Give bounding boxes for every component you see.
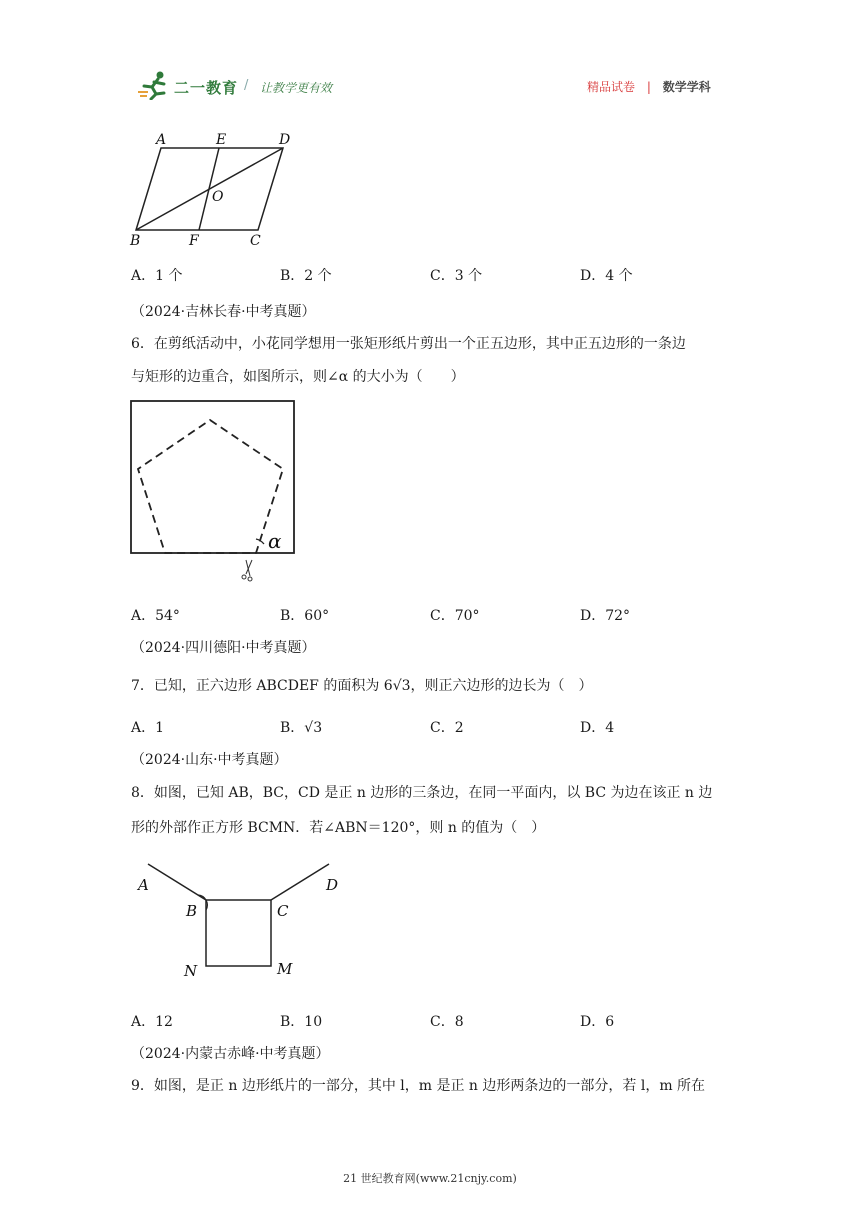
header-logo [138,68,368,104]
q8-option-c: C．8 [430,1014,464,1030]
label-f: F [189,233,199,249]
q6-option-c: C．70° [430,608,480,624]
label-n: N [184,962,198,980]
angle-alpha-label: α [268,529,282,553]
label-b: B [130,233,141,249]
q9-source: （2024·内蒙古赤峰·中考真题） [131,1046,330,1062]
label-c: C [250,233,261,249]
q6-source: （2024·吉林长春·中考真题） [131,304,316,320]
q6-option-d: D．72° [580,608,631,624]
label-a: A [138,876,149,894]
q9-text-line1: 9．如图，是正 n 边形纸片的一部分，其中 l，m 是正 n 边形两条边的一部分，若 l，m 所在 [131,1078,706,1094]
q6-option-b: B．60° [280,608,330,624]
q8-option-b: B．10 [280,1014,323,1030]
q8-option-d: D．6 [580,1014,615,1030]
q6-text-line1: 6．在剪纸活动中，小花同学想用一张矩形纸片剪出一个正五边形，其中正五边形的一条边 [131,336,686,352]
q5-option-c: C．3 个 [430,268,483,284]
tag-subject: 数学学科 [662,80,711,94]
label-d: D [279,132,291,148]
q8-text-line1: 8．如图，已知 AB，BC，CD 是正 n 边形的三条边，在同一平面内，以 BC 为边在该正 n 边 [131,785,713,801]
tag-premium-paper: 精品试卷 [587,80,636,94]
q7-text-line1: 7．已知，正六边形 ABCDEF 的面积为 6√3，则正六边形的边长为（ ） [131,678,593,694]
brand-separator: / [244,78,249,93]
q8-source: （2024·山东·中考真题） [131,752,288,768]
q7-option-a: A．1 [131,720,165,736]
page-footer: 21 世纪教育网(www.21cnjy.com) [343,1172,517,1185]
q8-option-a: A．12 [131,1014,173,1030]
label-d: D [326,876,339,894]
q7-option-c: C．2 [430,720,464,736]
q5-option-b: B．2 个 [280,268,332,284]
running-figure-icon [138,70,172,100]
pentagon-figure [128,398,300,588]
parallelogram-figure [128,128,308,250]
label-o: O [212,189,224,205]
q6-text-line2: 与矩形的边重合，如图所示，则∠α 的大小为（ ） [131,369,465,385]
header-tags [587,78,711,95]
label-b: B [186,902,198,920]
label-e: E [216,132,227,148]
tag-divider: | [646,80,651,94]
q5-option-d: D．4 个 [580,268,633,284]
q7-option-d: D．4 [580,720,615,736]
q5-option-a: A．1 个 [131,268,183,284]
brand-slogan: 让教学更有效 [260,81,333,95]
q6-option-a: A．54° [131,608,180,624]
scissors-icon [242,560,252,581]
brand-name: 二一教育 [174,79,239,97]
label-c: C [277,902,289,920]
q8-text-line2: 形的外部作正方形 BCMN．若∠ABN＝120°，则 n 的值为（ ） [131,820,546,836]
q7-option-b: B．√3 [280,720,323,736]
label-m: M [277,960,293,978]
q7-source: （2024·四川德阳·中考真题） [131,640,316,656]
label-a: A [156,132,167,148]
square-polygon-figure [136,858,356,982]
